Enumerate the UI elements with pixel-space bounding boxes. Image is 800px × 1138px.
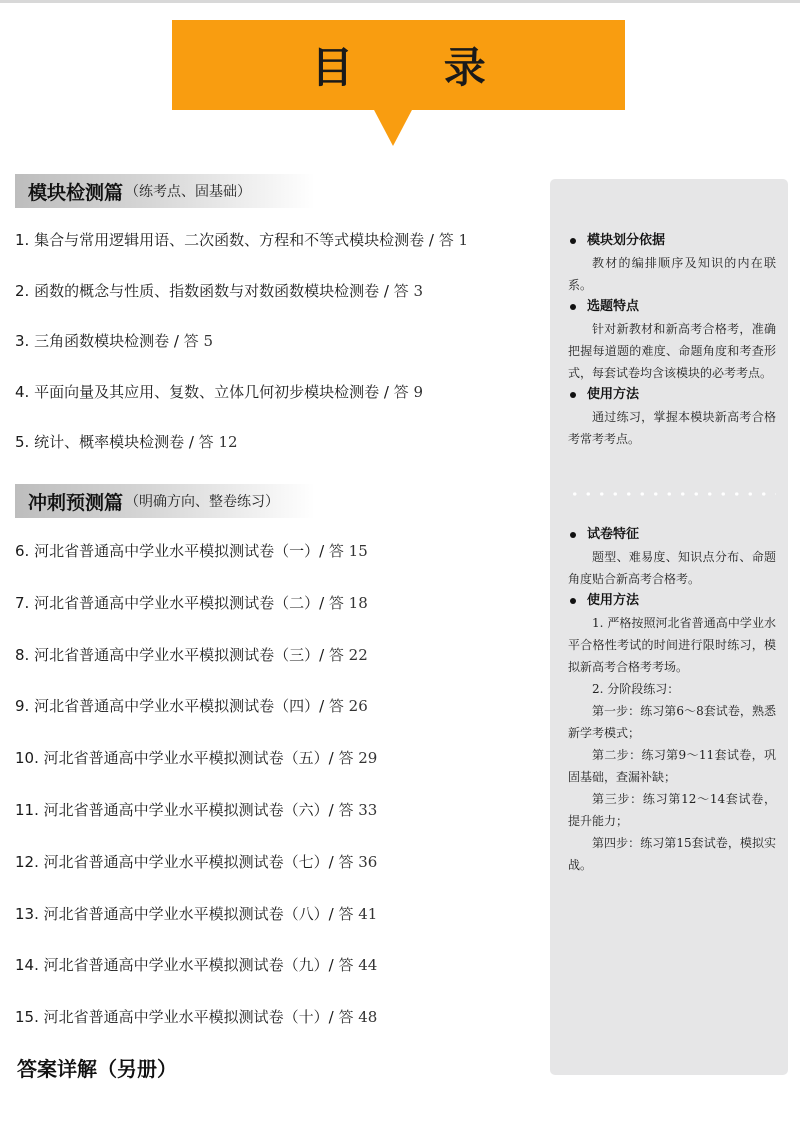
toc-item-page: 答 15: [328, 542, 368, 560]
section-head-sprint: [15, 484, 315, 518]
toc-item-label: 6. 河北省普通高中学业水平模拟测试卷（一）/: [15, 542, 329, 560]
section-subtitle-modules: （练考点、固基础）: [125, 184, 252, 200]
toc-item-label: 7. 河北省普通高中学业水平模拟测试卷（二）/: [15, 593, 329, 612]
toc-item[interactable]: [15, 747, 377, 768]
toc-item-page: 答 41: [338, 904, 378, 923]
toc-item-label: 3. 三角函数模块检测卷 /: [15, 332, 184, 350]
top-rule: [0, 0, 800, 3]
dotted-divider: [568, 492, 776, 496]
toc-item-page: 答 26: [328, 697, 368, 716]
side-heading: 使用方法: [568, 590, 776, 612]
toc-item[interactable]: [15, 851, 377, 872]
side-heading: 模块划分依据: [568, 230, 776, 252]
toc-item[interactable]: [15, 280, 423, 301]
toc-item-page: 答 44: [338, 956, 378, 975]
side-paragraph: 第二步：练习第9～11套试卷，巩固基础，查漏补缺；: [568, 748, 776, 784]
toc-item-page: 答 1: [438, 231, 468, 249]
answers-heading: 答案详解（另册）: [17, 1057, 177, 1081]
toc-item[interactable]: [15, 330, 213, 351]
toc-item-label: 2. 函数的概念与性质、指数函数与对数函数模块检测卷 /: [15, 281, 394, 300]
toc-item-label: 13. 河北省普通高中学业水平模拟测试卷（八）/: [15, 904, 339, 923]
toc-item[interactable]: [15, 799, 377, 820]
toc-item-label: 4. 平面向量及其应用、复数、立体几何初步模块检测卷 /: [15, 382, 394, 401]
side-heading: 试卷特征: [568, 524, 776, 546]
side-paragraph: 1. 严格按照河北省普通高中学业水平合格性考试的时间进行限时练习，模拟新高考合格考考场。: [568, 616, 776, 674]
side-paragraph: 第三步：练习第12～14套试卷，提升能力；: [568, 792, 776, 828]
side-panel: [550, 179, 788, 1075]
page-title: 目 录: [311, 43, 524, 92]
toc-item-label: 12. 河北省普通高中学业水平模拟测试卷（七）/: [15, 852, 339, 871]
side-paragraph: 2. 分阶段练习：: [592, 682, 680, 696]
toc-item-page: 答 18: [328, 593, 368, 612]
bullet-icon: [570, 238, 576, 244]
side-paragraph: 教材的编排顺序及知识的内在联系。: [568, 256, 776, 292]
section-title-sprint: 冲刺预测篇: [28, 491, 124, 514]
side-paragraph: 针对新教材和新高考合格考，准确把握每道题的难度、命题角度和考查形式，每套试卷均含该模块的必考考点。: [568, 322, 776, 380]
toc-item[interactable]: [15, 540, 368, 561]
section-title-modules: 模块检测篇: [28, 181, 124, 204]
toc-item-page: 答 9: [393, 382, 423, 401]
toc-item-label: 9. 河北省普通高中学业水平模拟测试卷（四）/: [15, 697, 329, 716]
toc-item[interactable]: [15, 381, 423, 402]
toc-item-page: 答 33: [338, 801, 378, 819]
side-paragraph: 题型、难易度、知识点分布、命题角度贴合新高考合格考。: [568, 550, 776, 586]
toc-item-label: 1. 集合与常用逻辑用语、二次函数、方程和不等式模块检测卷 /: [15, 231, 439, 249]
toc-item-page: 答 29: [338, 749, 378, 768]
toc-item-page: 答 5: [183, 332, 213, 350]
title-banner: [172, 20, 625, 110]
toc-item-label: 15. 河北省普通高中学业水平模拟测试卷（十）/: [15, 1008, 339, 1027]
section-head-modules: [15, 174, 315, 208]
bullet-icon: [570, 532, 576, 538]
toc-item[interactable]: [15, 644, 368, 665]
bullet-icon: [570, 598, 576, 604]
side-paragraph: 通过练习，掌握本模块新高考合格考常考考点。: [568, 410, 776, 446]
side-heading: 使用方法: [568, 384, 776, 406]
toc-item[interactable]: [15, 229, 468, 250]
side-paragraph: 第一步：练习第6～8套试卷，熟悉新学考模式；: [568, 704, 776, 740]
toc-item-page: 答 12: [198, 433, 238, 451]
toc-item[interactable]: [15, 954, 377, 975]
side-paragraph: 第四步：练习第15套试卷，模拟实战。: [568, 836, 776, 872]
toc-item-page: 答 36: [338, 852, 378, 871]
toc-item-page: 答 3: [393, 281, 423, 300]
title-arrow: [373, 108, 413, 146]
toc-item[interactable]: [15, 1006, 377, 1027]
toc-item[interactable]: [15, 695, 368, 716]
toc-item-page: 答 22: [328, 645, 368, 664]
side-sprint-info: [568, 524, 776, 876]
toc-item-label: 10. 河北省普通高中学业水平模拟测试卷（五）/: [15, 749, 339, 768]
bullet-icon: [570, 304, 576, 310]
toc-item[interactable]: [15, 903, 377, 924]
side-heading: 选题特点: [568, 296, 776, 318]
toc-item-label: 11. 河北省普通高中学业水平模拟测试卷（六）/: [15, 801, 339, 819]
toc-item-label: 8. 河北省普通高中学业水平模拟测试卷（三）/: [15, 645, 329, 664]
toc-item-page: 答 48: [338, 1008, 378, 1027]
toc-item[interactable]: [15, 431, 238, 452]
toc-item-label: 14. 河北省普通高中学业水平模拟测试卷（九）/: [15, 956, 339, 975]
side-module-info: [568, 230, 776, 450]
section-subtitle-sprint: （明确方向、整卷练习）: [125, 494, 280, 510]
bullet-icon: [570, 392, 576, 398]
toc-item-label: 5. 统计、概率模块检测卷 /: [15, 433, 199, 451]
toc-item[interactable]: [15, 592, 368, 613]
